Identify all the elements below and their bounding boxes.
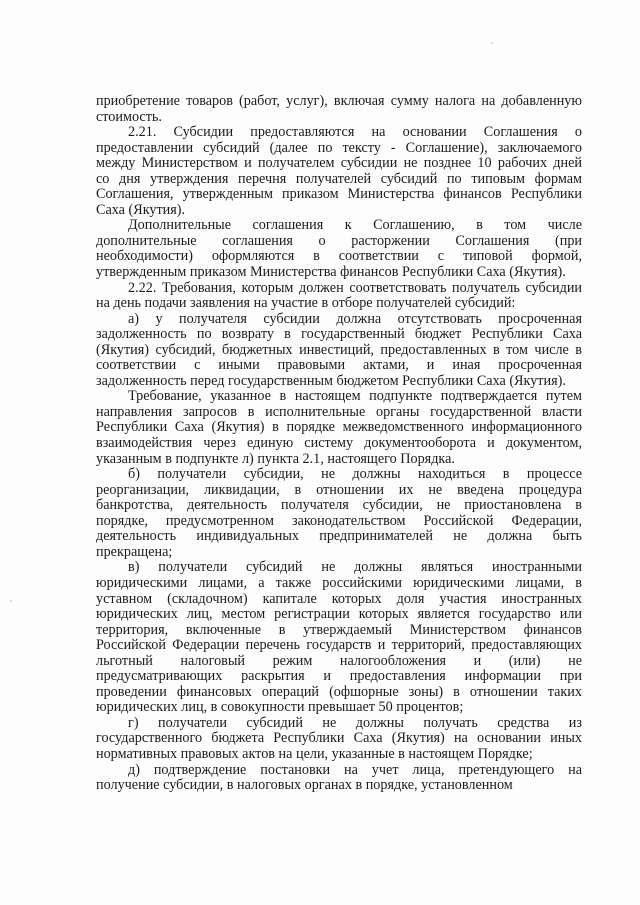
text-line: территория, включенные в утверждаемый Министерством финансов	[96, 621, 582, 638]
text-line: задолженность перед государственным бюджетом Республики Саха (Якутия).	[96, 372, 566, 389]
text-line: уставном (складочном) капитале которых доля участия иностранных	[96, 590, 582, 607]
text-line: между Министерством и получателем субсидии не позднее 10 рабочих дней	[96, 155, 582, 172]
text-line: Саха (Якутия).	[96, 201, 186, 218]
text-line: 2.21. Субсидии предоставляются на основании Соглашения о	[128, 124, 582, 141]
text-line: б) получатели субсидии, не должны находиться в процессе	[128, 466, 582, 483]
text-line: льготный налоговый режим налогообложения и (или) не	[96, 652, 582, 669]
scan-speck	[491, 42, 493, 44]
text-line: проведении финансовых операций (офшорные зоны) в отношении таких	[96, 683, 582, 700]
text-line: на день подачи заявления на участие в отборе получателей субсидий:	[96, 295, 516, 312]
text-line: порядке, предусмотренном законодательством Российской Федерации,	[96, 512, 582, 529]
text-line: 2.22. Требования, которым должен соответствовать получатель субсидии	[128, 279, 582, 296]
text-line: нормативных правовых актов на цели, указанные в настоящем Порядке;	[96, 745, 533, 762]
text-line: д) подтверждение постановки на учет лица, претендующего на	[128, 761, 582, 778]
text-line: получение субсидии, в налоговых органах в порядке, установленном	[96, 777, 513, 794]
text-line: банкротства, деятельность получателя субсидии, не приостановлена в	[96, 497, 582, 514]
text-line: юридических лиц, местом регистрации которых является государство или	[96, 606, 582, 623]
text-line: Дополнительные соглашения к Соглашению, в том числе	[128, 217, 582, 234]
text-line: приобретение товаров (работ, услуг), включая сумму налога на добавленную	[96, 93, 582, 109]
text-line: прекращена;	[96, 543, 173, 560]
text-line: юридических лиц, в совокупности превышает 50 процентов;	[96, 699, 464, 716]
scan-speck	[10, 600, 12, 602]
text-line: взаимодействия через единую систему документооборота и документом,	[96, 435, 582, 452]
text-line: предусматривающих раскрытия и предоставления информации при	[96, 668, 582, 685]
text-line: государственного бюджета Республики Саха (Якутия) на основании иных	[96, 730, 582, 747]
text-line: предоставлении субсидий (далее по тексту - Соглашение), заключаемого	[96, 139, 582, 156]
text-line: деятельность индивидуальных предпринимателей не должна быть	[96, 528, 582, 545]
text-line: Российской Федерации перечень государств и территорий, предоставляющих	[96, 637, 582, 654]
text-line: утвержденным приказом Министерства финансов Республики Саха (Якутия).	[96, 264, 566, 281]
text-line: Требование, указанное в настоящем подпункте подтверждается путем	[128, 388, 582, 405]
text-line: а) у получателя субсидии должна отсутствовать просроченная	[128, 310, 582, 327]
text-line: со дня утверждения перечня получателей субсидий по типовым формам	[96, 170, 582, 187]
text-line: соответствии с иными правовыми актами, и иная просроченная	[96, 357, 582, 374]
document-body	[96, 94, 582, 794]
text-line: Соглашения, утвержденным приказом Министерства финансов Республики	[96, 186, 582, 203]
text-line: в) получатели субсидий не должны являться иностранными	[128, 559, 582, 576]
text-line: направления запросов в исполнительные органы государственной власти	[96, 403, 582, 420]
text-line: (Якутия) субсидий, бюджетных инвестиций, предоставленных в том числе в	[96, 341, 582, 358]
text-line: указанным в подпункте л) пункта 2.1, настоящего Порядка.	[96, 450, 455, 467]
text-line: необходимости) оформляются в соответствии с типовой формой,	[96, 248, 582, 265]
text-line: юридическими лицами, а также российскими юридическими лицами, в	[96, 574, 582, 591]
text-line: дополнительные соглашения о расторжении Соглашения (при	[96, 232, 582, 249]
text-line: стоимость.	[96, 108, 162, 125]
text-line: реорганизации, ликвидации, в отношении их не введена процедура	[96, 481, 582, 498]
text-line: задолженность по возврату в государственный бюджет Республики Саха	[96, 326, 582, 343]
text-line: Республики Саха (Якутия) в порядке межведомственного информационного	[96, 419, 582, 436]
text-line: г) получатели субсидий не должны получать средства из	[128, 714, 582, 731]
